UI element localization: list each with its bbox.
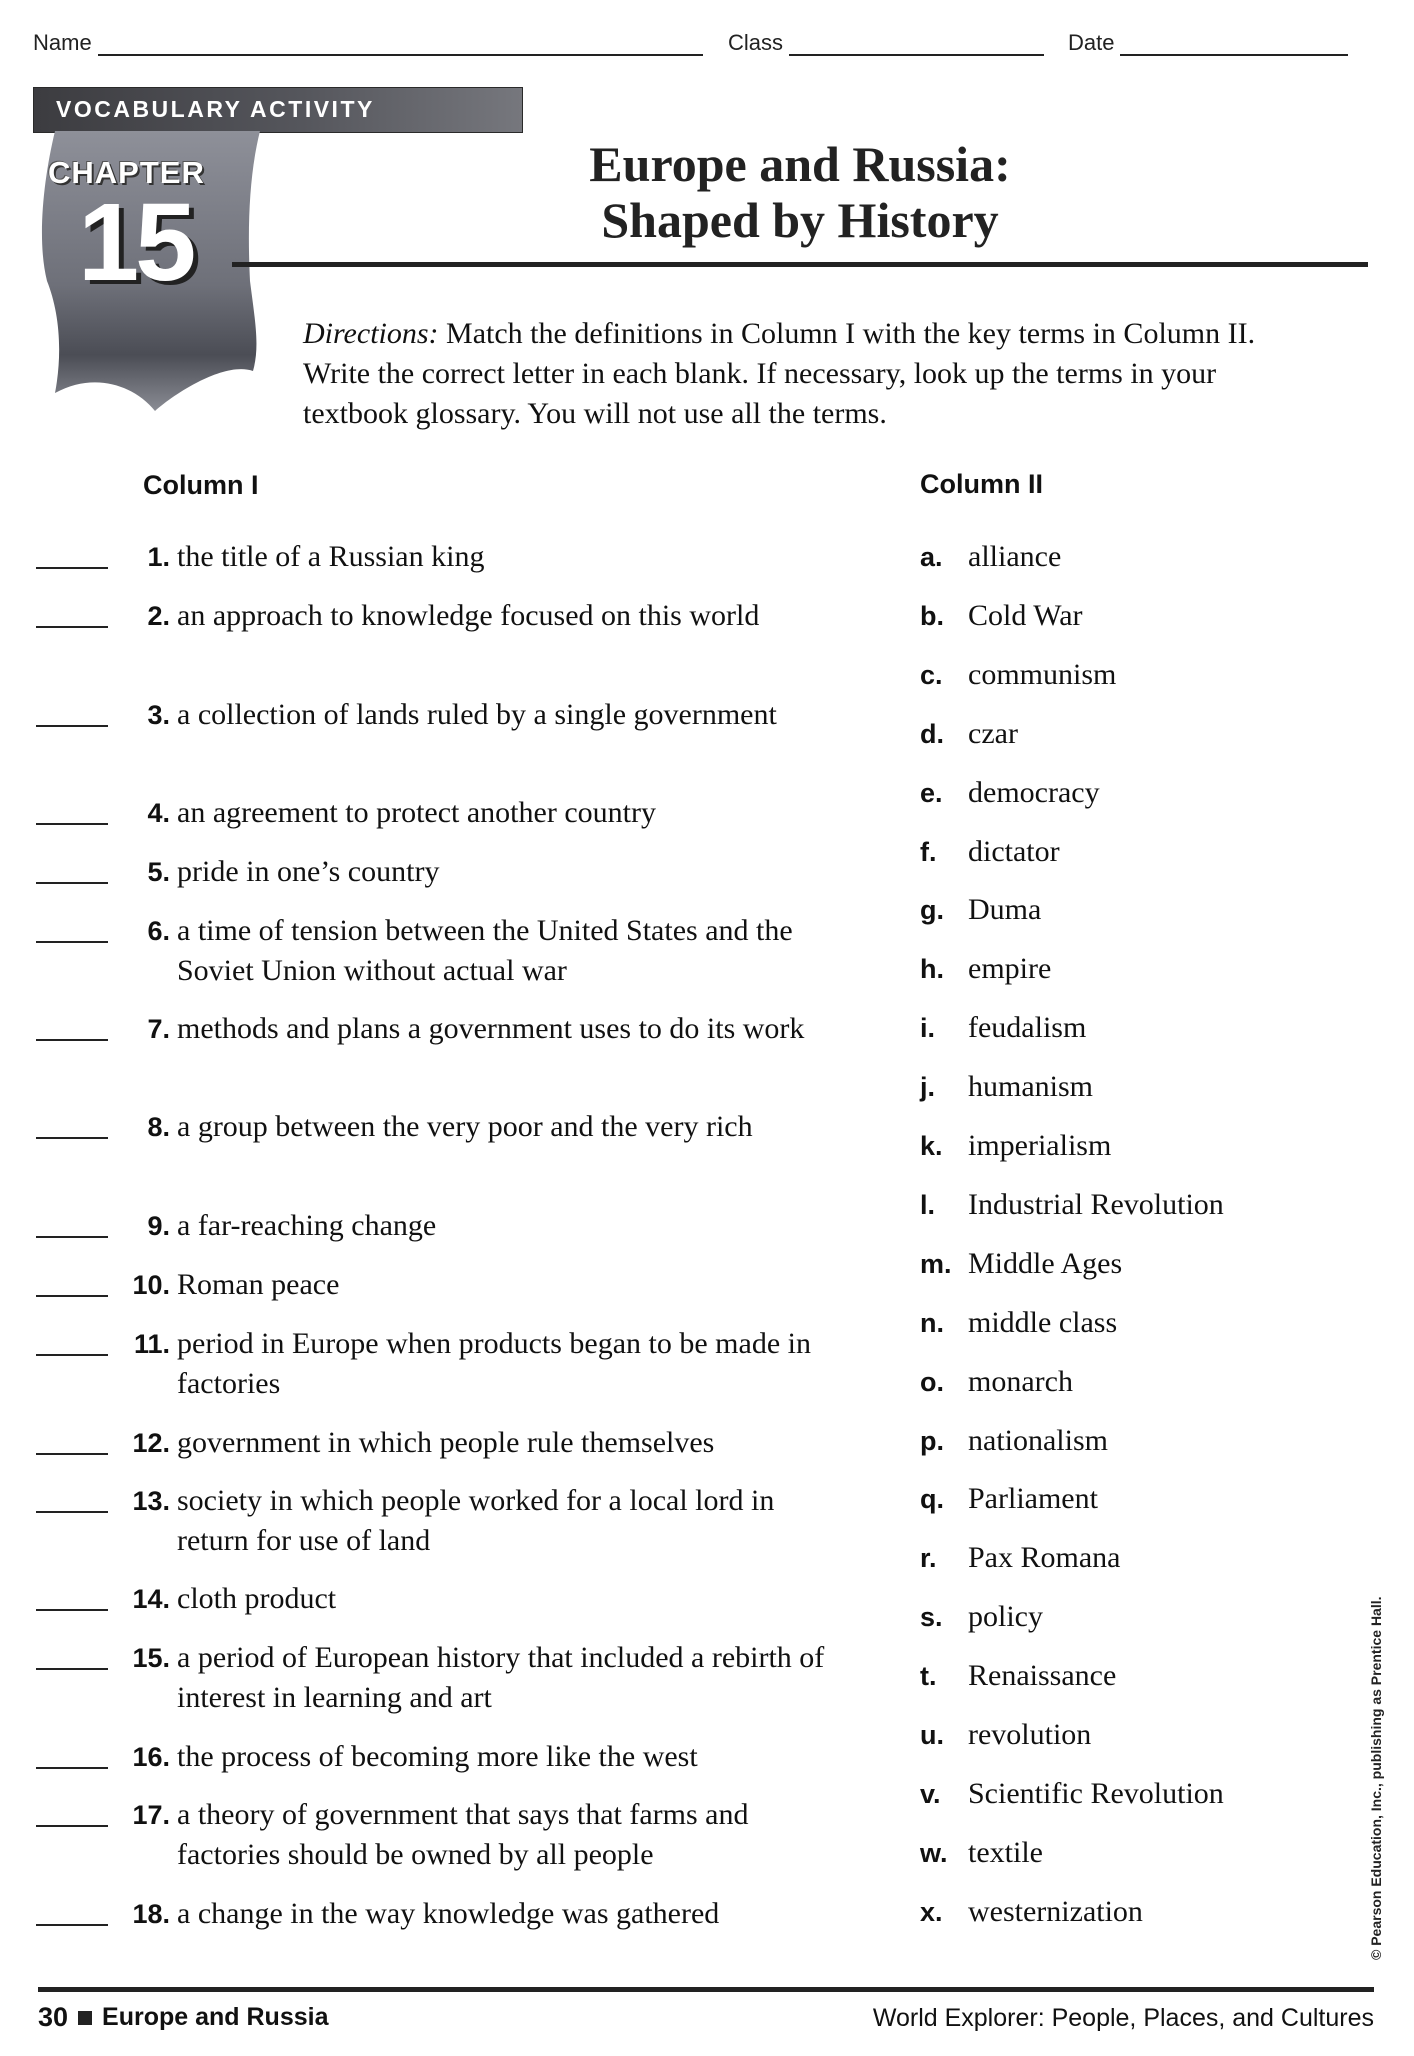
term-letter: i. xyxy=(920,1013,936,1043)
name-blank[interactable] xyxy=(98,34,703,56)
answer-blank[interactable] xyxy=(36,823,108,825)
directions-text xyxy=(303,314,1323,434)
item-definition: a change in the way knowledge was gathered xyxy=(177,1897,720,1930)
term-letter: p. xyxy=(920,1426,944,1456)
term-text: Industrial Revolution xyxy=(968,1188,1224,1221)
term-letter: g. xyxy=(920,895,944,925)
item-definition: cloth product xyxy=(177,1582,337,1615)
item-definition: the process of becoming more like the west xyxy=(177,1740,698,1773)
answer-blank[interactable] xyxy=(36,1609,108,1611)
name-field xyxy=(33,30,703,56)
column-1-item xyxy=(0,1009,860,1089)
term-text: nationalism xyxy=(968,1424,1108,1457)
column-2-item xyxy=(920,1362,1320,1402)
term-letter: e. xyxy=(920,778,943,808)
answer-blank[interactable] xyxy=(36,1668,108,1670)
item-definition: a time of tension between the United States and the Soviet Union without actual war xyxy=(177,914,793,987)
item-number: 15. xyxy=(132,1643,170,1673)
copyright-notice: © Pearson Education, Inc., publishing as Prentice Hall. xyxy=(1368,1596,1384,1960)
column-2-item xyxy=(920,1774,1320,1814)
item-definition: pride in one’s country xyxy=(177,855,440,888)
term-text: Parliament xyxy=(968,1482,1098,1515)
column-2-item xyxy=(920,1008,1320,1048)
date-blank[interactable] xyxy=(1120,34,1348,56)
item-number: 14. xyxy=(132,1584,170,1614)
answer-blank[interactable] xyxy=(36,567,108,569)
term-letter: s. xyxy=(920,1602,943,1632)
column-1-item xyxy=(0,911,860,991)
column-2-item xyxy=(920,1715,1320,1755)
column-2-item xyxy=(920,832,1320,872)
footer-section: Europe and Russia xyxy=(102,2003,329,2031)
term-letter: j. xyxy=(920,1072,936,1102)
title-line-2: Shaped by History xyxy=(601,192,999,248)
item-definition: methods and plans a government uses to do its work xyxy=(177,1012,805,1045)
item-definition: the title of a Russian king xyxy=(177,540,485,573)
column-1-item xyxy=(0,596,860,676)
column-2-item xyxy=(920,1538,1320,1578)
term-text: textile xyxy=(968,1836,1043,1869)
term-letter: k. xyxy=(920,1131,943,1161)
term-letter: r. xyxy=(920,1543,937,1573)
term-text: feudalism xyxy=(968,1011,1087,1044)
item-number: 1. xyxy=(147,542,170,572)
date-field xyxy=(1068,30,1348,56)
footer-left xyxy=(38,2002,329,2033)
title-line-1: Europe and Russia: xyxy=(589,136,1011,192)
term-text: alliance xyxy=(968,540,1062,573)
item-definition: a period of European history that included a rebirth of interest in learning and art xyxy=(177,1641,825,1714)
page-title xyxy=(520,136,1080,248)
answer-blank[interactable] xyxy=(36,1137,108,1139)
column-2-item xyxy=(920,714,1320,754)
term-text: empire xyxy=(968,952,1052,985)
term-letter: n. xyxy=(920,1308,944,1338)
term-letter: x. xyxy=(920,1897,943,1927)
term-text: monarch xyxy=(968,1365,1073,1398)
column-2-item xyxy=(920,596,1320,636)
item-definition: period in Europe when products began to be made in factories xyxy=(177,1327,811,1400)
title-divider xyxy=(232,262,1368,267)
term-text: Cold War xyxy=(968,599,1083,632)
column-2-item xyxy=(920,890,1320,930)
column-2-item xyxy=(920,1421,1320,1461)
column-1-item xyxy=(0,1324,860,1404)
answer-blank[interactable] xyxy=(36,1236,108,1238)
term-letter: o. xyxy=(920,1367,944,1397)
vocabulary-activity-banner xyxy=(33,87,523,133)
term-text: humanism xyxy=(968,1070,1093,1103)
item-number: 2. xyxy=(147,601,170,631)
item-definition: a collection of lands ruled by a single government xyxy=(177,698,777,731)
column-2-item xyxy=(920,1303,1320,1343)
item-number: 10. xyxy=(132,1270,170,1300)
term-text: Scientific Revolution xyxy=(968,1777,1224,1810)
item-number: 5. xyxy=(147,857,170,887)
column-2-item xyxy=(920,773,1320,813)
column-2-item xyxy=(920,655,1320,695)
footer-divider xyxy=(38,1987,1374,1992)
class-label: Class xyxy=(728,30,784,55)
column-2-item xyxy=(920,949,1320,989)
column-1-item xyxy=(0,1638,860,1718)
answer-blank[interactable] xyxy=(36,882,108,884)
item-number: 3. xyxy=(147,700,170,730)
term-letter: a. xyxy=(920,542,943,572)
column-2-item xyxy=(920,1892,1320,1932)
item-number: 4. xyxy=(147,798,170,828)
class-field xyxy=(728,30,1044,56)
answer-blank[interactable] xyxy=(36,1511,108,1513)
answer-blank[interactable] xyxy=(36,1354,108,1356)
term-letter: l. xyxy=(920,1190,936,1220)
item-definition: a theory of government that says that farms and factories should be owned by all people xyxy=(177,1798,749,1871)
column-2-heading: Column II xyxy=(920,469,1043,499)
chapter-number: 15 xyxy=(78,181,193,304)
answer-blank[interactable] xyxy=(36,1039,108,1041)
item-number: 18. xyxy=(132,1899,170,1929)
column-1-item xyxy=(0,1107,860,1187)
item-number: 12. xyxy=(132,1428,170,1458)
term-letter: m. xyxy=(920,1249,952,1279)
column-2-item xyxy=(920,537,1320,577)
term-text: democracy xyxy=(968,776,1100,809)
item-definition: an agreement to protect another country xyxy=(177,796,656,829)
column-2-item xyxy=(920,1244,1320,1284)
term-letter: t. xyxy=(920,1661,937,1691)
item-definition: government in which people rule themselves xyxy=(177,1426,715,1459)
class-blank[interactable] xyxy=(789,34,1044,56)
term-text: imperialism xyxy=(968,1129,1112,1162)
term-text: communism xyxy=(968,658,1117,691)
term-letter: q. xyxy=(920,1484,944,1514)
item-definition: society in which people worked for a local lord in return for use of land xyxy=(177,1484,775,1557)
square-bullet-icon xyxy=(78,2011,92,2025)
column-2-item xyxy=(920,1833,1320,1873)
item-number: 13. xyxy=(132,1486,170,1516)
column-1-item xyxy=(0,1894,860,1974)
term-letter: c. xyxy=(920,660,943,690)
answer-blank[interactable] xyxy=(36,1825,108,1827)
term-text: policy xyxy=(968,1600,1043,1633)
column-2-item xyxy=(920,1126,1320,1166)
item-number: 8. xyxy=(147,1112,170,1142)
footer-book-title: World Explorer: People, Places, and Cultures xyxy=(872,2004,1374,2032)
answer-blank[interactable] xyxy=(36,1924,108,1926)
term-text: middle class xyxy=(968,1306,1118,1339)
item-definition: a far-reaching change xyxy=(177,1209,437,1242)
column-1-heading: Column I xyxy=(143,470,259,500)
column-1-item xyxy=(0,1795,860,1875)
answer-blank[interactable] xyxy=(36,725,108,727)
term-letter: v. xyxy=(920,1779,941,1809)
column-2-item xyxy=(920,1185,1320,1225)
item-definition: a group between the very poor and the very rich xyxy=(177,1110,753,1143)
answer-blank[interactable] xyxy=(36,626,108,628)
answer-blank[interactable] xyxy=(36,1453,108,1455)
item-number: 16. xyxy=(132,1742,170,1772)
column-2-item xyxy=(920,1597,1320,1637)
term-text: dictator xyxy=(968,835,1060,868)
answer-blank[interactable] xyxy=(36,1767,108,1769)
item-number: 17. xyxy=(132,1800,170,1830)
term-letter: u. xyxy=(920,1720,944,1750)
term-text: westernization xyxy=(968,1895,1143,1928)
term-letter: h. xyxy=(920,954,944,984)
page-number: 30 xyxy=(38,2002,69,2032)
term-text: czar xyxy=(968,717,1018,750)
item-number: 7. xyxy=(147,1014,170,1044)
term-text: Renaissance xyxy=(968,1659,1117,1692)
answer-blank[interactable] xyxy=(36,941,108,943)
chapter-label: CHAPTER xyxy=(48,155,205,190)
banner-label: VOCABULARY ACTIVITY xyxy=(56,96,375,122)
term-letter: w. xyxy=(920,1838,948,1868)
name-label: Name xyxy=(33,30,92,55)
term-letter: d. xyxy=(920,719,944,749)
column-1-item xyxy=(0,695,860,775)
item-definition: Roman peace xyxy=(177,1268,340,1301)
item-definition: an approach to knowledge focused on this world xyxy=(177,599,760,632)
term-text: Pax Romana xyxy=(968,1541,1121,1574)
term-text: Duma xyxy=(968,893,1042,926)
directions-body: Match the definitions in Column I with the key terms in Column II. Write the correct letter in each blank. If necessary, look up the terms in your textbook glossary. You will not use all the terms. xyxy=(303,317,1256,430)
term-text: revolution xyxy=(968,1718,1092,1751)
column-2-item xyxy=(920,1067,1320,1107)
answer-blank[interactable] xyxy=(36,1295,108,1297)
column-2-item xyxy=(920,1656,1320,1696)
directions-lead: Directions: xyxy=(303,317,439,350)
term-text: Middle Ages xyxy=(968,1247,1123,1280)
term-letter: b. xyxy=(920,601,944,631)
column-2-item xyxy=(920,1479,1320,1519)
term-letter: f. xyxy=(920,837,937,867)
column-1-item xyxy=(0,1481,860,1561)
date-label: Date xyxy=(1068,30,1115,55)
item-number: 9. xyxy=(147,1211,170,1241)
item-number: 11. xyxy=(133,1329,170,1359)
item-number: 6. xyxy=(147,916,170,946)
